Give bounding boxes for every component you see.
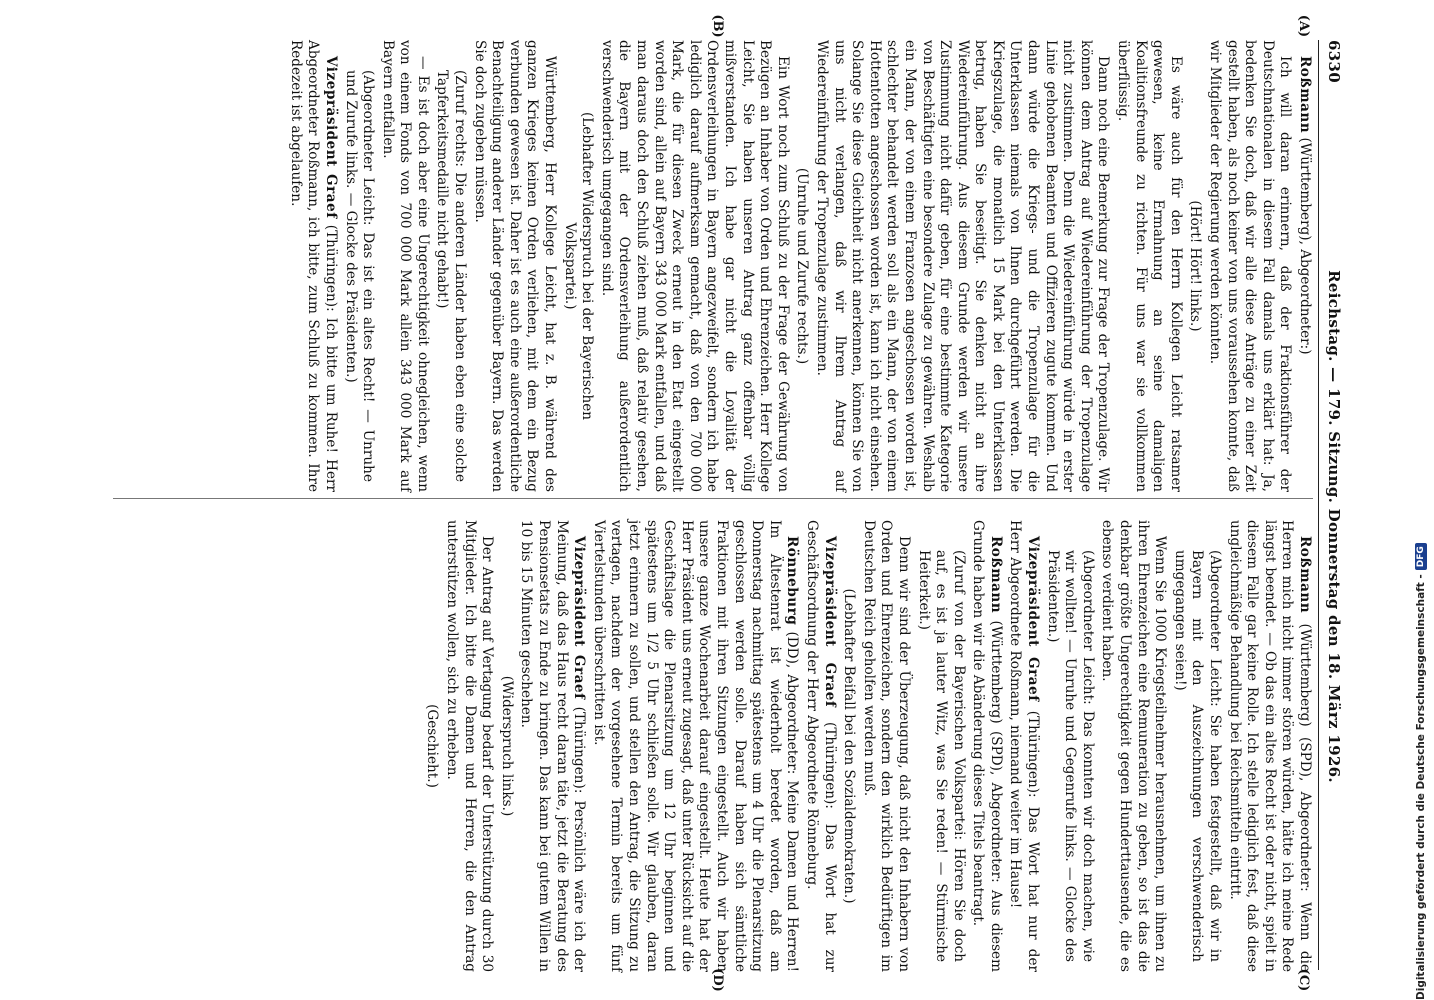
paragraph (969, 520, 1004, 972)
paragraph (812, 40, 1111, 492)
speaker-name: Vizepräsident Graef (571, 536, 588, 700)
paragraph (1205, 40, 1293, 492)
interjection: (Lebhafter Beifall bei den Sozialdemokraten.) (841, 588, 858, 904)
document-page (45, 0, 1345, 1000)
margin-mark-d: (D) (710, 968, 725, 992)
paragraph-text: Ein Wort noch zum Schluß zu der Frage der Gewährung von Bezügen an Inhaber von Orden und Ehrenzeichen. Herr Kollege Leicht, Sie haben unseren Antrag ganz offenbar völlig mißverstanden. Ich habe gar nicht die Loyalität der Ordensverleihungen in Bayern angezweifelt, sondern ich habe lediglich darauf aufmerksam gemacht, daß von den 700 000 Mark, die für diesen Zweck erneut in den Etat eingestellt worden sind, allein auf Bayern 343 000 Mark entfallen, und daß man daraus doch den Schluß ziehen muß, daß relativ gesehen, die Bayern mit der Ordensverleihung außerordentlich verschwenderisch umgegangen sind. (598, 40, 791, 492)
paragraph (1098, 520, 1168, 972)
paragraph-text: Es wäre auch für den Herrn Kollegen Leicht ratsamer gewesen, keine Ermahnung an seine damaligen Koalitionsfreunde zu richten. Für uns war sie vollkommen überflüssig. (1115, 40, 1184, 492)
page-header (1323, 40, 1345, 970)
page-title: Reichstag. — 179. Sitzung. Donnerstag den 18. März 1926. (1325, 270, 1343, 783)
paragraph (1006, 520, 1041, 972)
paragraph (802, 520, 837, 972)
paragraph-text: Württemberg, Herr Kollege Leicht, hat z. B. während des ganzen Krieges keinen Orden verliehen, mit dem ein Bezug verbunden gewesen ist. Daher ist es auch eine außerordentliche Benachteiligung anderer Länder gegenüber Bayern. Das werden Sie doch zugeben müssen. (471, 40, 559, 492)
interjection: (Abgeordneter Leicht: Das konnten wir doch machen, wie wir wollten! — Unruhe und Gegenrufe links. — Glocke des Präsidenten.) (1044, 550, 1096, 962)
paragraph (859, 520, 912, 972)
paragraph-text: (Thüringen): Das Wort hat nur der Herr Abgeordnete Roßmann, niemand weiter im Hause! (1007, 520, 1042, 972)
speaker-name: Roßmann (1297, 536, 1313, 614)
speaker-name: Vizepräsident Graef (322, 56, 339, 219)
interjection: (Zuruf rechts: Die anderen Länder haben eben eine solche Tapferkeitsmedaille nicht gehabt!) (434, 70, 469, 482)
interjection: (Abgeordneter Leicht: Das ist ein altes Recht! — Unruhe und Zurufe links. — Glocke des Präsidenten.) (342, 70, 377, 482)
interjection: (Lebhafter Widerspruch bei der Bayerischen Volkspartei.) (561, 111, 596, 421)
paragraph-text: Dann noch eine Bemerkung zur Frage der Tropenzulage. Wir können dem Antrag auf Wiedereinführung der Tropenzulage nicht zustimmen. Denn die Wiedereinführung würde in erster Linie gehobenen Beamten und Offizieren zugute kommen. Und dann würde die Kriegs- und die Tropenzulage für die Unterklassen niemals von Ihnen durchgeführt werden. Die Kriegszulage, die monatlich 15 Mark bei den Unterklassen betrug, haben Sie beseitigt. Sie denken nicht an ihre Wiedereinführung. Aus diesem Grunde werden wir unsere Zustimmung nicht dafür geben, für eine bestimmte Kategorie von Beschäftigten eine besondere Zulage zu gewähren. Weshalb ein Mann, der von einem Franzosen angeschossen worden ist, schlechter behandelt werden soll als ein Mann, der von einem Hottentotten angeschossen worden ist, kann ich nicht einsehen. Solange Sie diese Gleichheit nicht anerkennen, können Sie von uns nicht verlangen, daß wir Ihrem Antrag auf Wiedereinführung der Tropenzulage zustimmen. (813, 40, 1112, 492)
speaker-name: Rönneburg (784, 536, 801, 626)
paragraph-text: (Württemberg) (SPD), Abgeordneter: Wenn die Herren mich nicht immer stören würden, hätte ich meine Rede längst beendet. — Ob das ein altes Recht ist oder nicht, spielt in diesem Falle gar keine Rolle. Ich stelle lediglich fest, daß diese ungleichmäßige Behandlung bei Reichsmitteln eintritt. (1226, 520, 1313, 972)
speaker-name: Roßmann (987, 536, 1004, 614)
interjection: (Zuruf von der Bayerischen Volkspartei: Hören Sie doch auf, es ist ja lauter Witz, was Sie reden! — Stürmische Heiterkeit.) (915, 550, 967, 962)
paragraph-text: — Es ist doch aber eine Ungerechtigkeit ohnegleichen, wenn von einem Fonds von 700 000 Mark allein 343 000 Mark auf Bayern entfallen. (379, 40, 431, 492)
paragraph (470, 40, 558, 492)
paragraph-text: (Thüringen): Ich bitte um Ruhe! Herr Abgeordneter Roßmann, ich bitte, zum Schluß zu kommen. Ihre Redezeit ist abgelaufen. (287, 40, 339, 493)
interjection: (Unruhe und Zurufe rechts.) (794, 167, 811, 365)
speaker-name: Vizepräsident Graef (1025, 536, 1042, 702)
column-divider (113, 498, 1313, 499)
left-column (284, 40, 1313, 492)
paragraph-text: Der Antrag auf Vertagung bedarf der Unterstützung durch 30 Mitglieder. Ich bitte die Damen und Herren, die den Antrag unterstützen wollen, sich zu erheben. (444, 520, 496, 972)
paragraph-text: (Thüringen): Persönlich wäre ich der Meinung, daß das Haus recht daran täte, jetzt die Beratung des Pensionsetats zu Ende zu bringen. Das kann bei gutem Willen in 10 bis 15 Minuten geschehen. (518, 520, 588, 972)
paragraph-text: (DD), Abgeordneter: Meine Damen und Herren! Im Ältestenrat ist wiederholt beredet worden, daß am Donnerstag nachmittag spätestens um 4 Uhr die Plenarsitzung geschlossen werden solle. Darauf haben sich sämtliche Fraktionen mit ihren Sitzungen eingestellt. Auch wir haben unsere ganze Wochenarbeit darauf eingestellt. Heute hat der Herr Präsident uns erneut zugesagt, daß unter Rücksicht auf die Geschäftslage die Plenarsitzung um 12 Uhr beginnen und spätestens um 1/2 5 Uhr schließen solle. Wir glauben, daran jetzt erinnern zu sollen, und stellen den Antrag, die Sitzung zu vertagen, nachdem der vorgesehene Termin bereits um fünf Viertelstunden überschritten ist. (590, 520, 801, 972)
paragraph (597, 40, 791, 492)
margin-mark-b: (B) (710, 14, 725, 38)
paragraph-text: (Württemberg) (SPD), Abgeordneter: Aus diesem Grunde haben wir die Abänderung dieses Titels beantragt. (970, 520, 1004, 972)
right-column (421, 520, 1313, 972)
footer-credit (1410, 546, 1430, 1000)
paragraph (1295, 40, 1313, 492)
paragraph (517, 520, 587, 972)
header-rule (1318, 40, 1319, 970)
footer-text: Digitalisierung gefördert durch die Deutsche Forschungsgemeinschaft - (1415, 574, 1427, 1000)
paragraph-text: Ich will daran erinnern, daß der Fraktionsführer der Deutschnationalen in diesem Fall damals uns erklärt hat: Ja, bedenken Sie doch, daß wir alle diese Anträge zu einer Zeit gestellt haben, als noch keiner von uns voraussehen konnte, daß wir Mitglieder der Regierung werden könnten. (1207, 40, 1294, 492)
speaker-name: Roßmann (1297, 56, 1313, 134)
paragraph (286, 40, 339, 492)
interjection: (Hört! Hört! links.) (1187, 200, 1204, 332)
margin-mark-a: (A) (1296, 14, 1311, 38)
interjection: (Geschieht.) (424, 704, 441, 788)
paragraph-text: (Thüringen): Das Wort hat zur Geschäftsordnung der Herr Abgeordnete Rönneburg. (803, 520, 838, 972)
paragraph-text: Denn wir sind der Überzeugung, daß nicht den Inhabern von Orden und Ehrenzeichen, sondern den wirklich Bedürftigen im Deutschen Reich geholfen werden muß. (860, 520, 912, 972)
paragraph (1225, 520, 1313, 972)
paragraph (443, 520, 496, 972)
interjection: (Widerspruch links.) (498, 675, 515, 817)
margin-mark-c: (C) (1296, 968, 1311, 992)
paragraph-text: Wenn Sie 1000 Kriegsteilnehmer herausnehmen, um ihnen zu ihren Ehrenzeichen eine Remuneration zu geben, so ist das die denkbar größte Ungerechtigkeit gegen Hunderttausende, die es ebenso verdient haben. (1099, 520, 1169, 972)
speaker-name: Vizepräsident Graef (821, 536, 838, 708)
paragraph-text: (Württemberg), Abgeordneter:) (1297, 137, 1313, 355)
paragraph (589, 520, 800, 972)
dfg-logo: DFG (1415, 543, 1427, 570)
page-number: 6330 (1325, 40, 1343, 83)
paragraph (1113, 40, 1183, 492)
paragraph (378, 40, 431, 492)
interjection: (Abgeordneter Leicht: Sie haben festgestellt, daß wir in Bayern mit den Auszeichnungen verschwenderisch umgegangen seien!) (1171, 550, 1224, 962)
